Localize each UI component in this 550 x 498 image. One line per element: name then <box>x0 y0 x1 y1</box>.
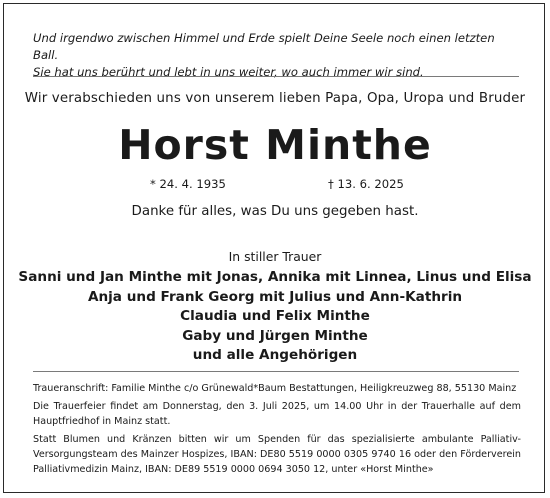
mourner-line: Anja und Frank Georg mit Julius und Ann-Kathrin <box>87 288 463 305</box>
details-block <box>33 381 521 480</box>
mourning-label: In stiller Trauer <box>228 249 322 264</box>
death-date: † 13. 6. 2025 <box>328 177 404 191</box>
motto <box>33 30 523 81</box>
bottom-divider <box>33 371 519 372</box>
intro-text: Wir verabschieden uns von unserem lieben Papa, Opa, Uropa und Bruder <box>24 91 526 106</box>
thanks-text: Danke für alles, was Du uns gegeben hast. <box>131 204 419 219</box>
motto-line-2: Sie hat uns berührt und lebt in uns weiter, wo auch immer wir sind. <box>33 65 424 79</box>
deceased-name: Horst Minthe <box>118 121 432 169</box>
birth-date: * 24. 4. 1935 <box>150 177 226 191</box>
mourner-line: Gaby und Jürgen Minthe <box>182 327 368 344</box>
mourner-line: und alle Angehörigen <box>192 347 358 364</box>
top-divider <box>33 76 519 77</box>
mourner-line: Claudia und Felix Minthe <box>180 308 370 325</box>
mourners-list <box>0 268 550 366</box>
motto-line-1: Und irgendwo zwischen Himmel und Erde spielt Deine Seele noch einen letzten Ball. <box>33 31 495 62</box>
mourning-address: Traueranschrift: Familie Minthe c/o Grünewald*Baum Bestattungen, Heiligkreuzweg 88, 55130 Mainz <box>33 383 517 394</box>
ceremony-info: Die Trauerfeier findet am Donnerstag, den 3. Juli 2025, um 14.00 Uhr in der Trauerhalle auf dem Hauptfriedhof in Mainz statt. <box>33 401 521 427</box>
donation-info: Statt Blumen und Kränzen bitten wir um Spenden für das spezialisierte ambulante Palliativ-Versorgungsteam des Mainzer Hospizes, IBAN: DE80 5519 0000 0305 9740 16 oder den Förderverein Palliativmedizin Mainz, IBAN: DE89 5519 0000 0694 3050 12, unter «Horst Minthe» <box>33 434 521 475</box>
mourner-line: Sanni und Jan Minthe mit Jonas, Annika mit Linnea, Linus und Elisa <box>18 269 532 285</box>
